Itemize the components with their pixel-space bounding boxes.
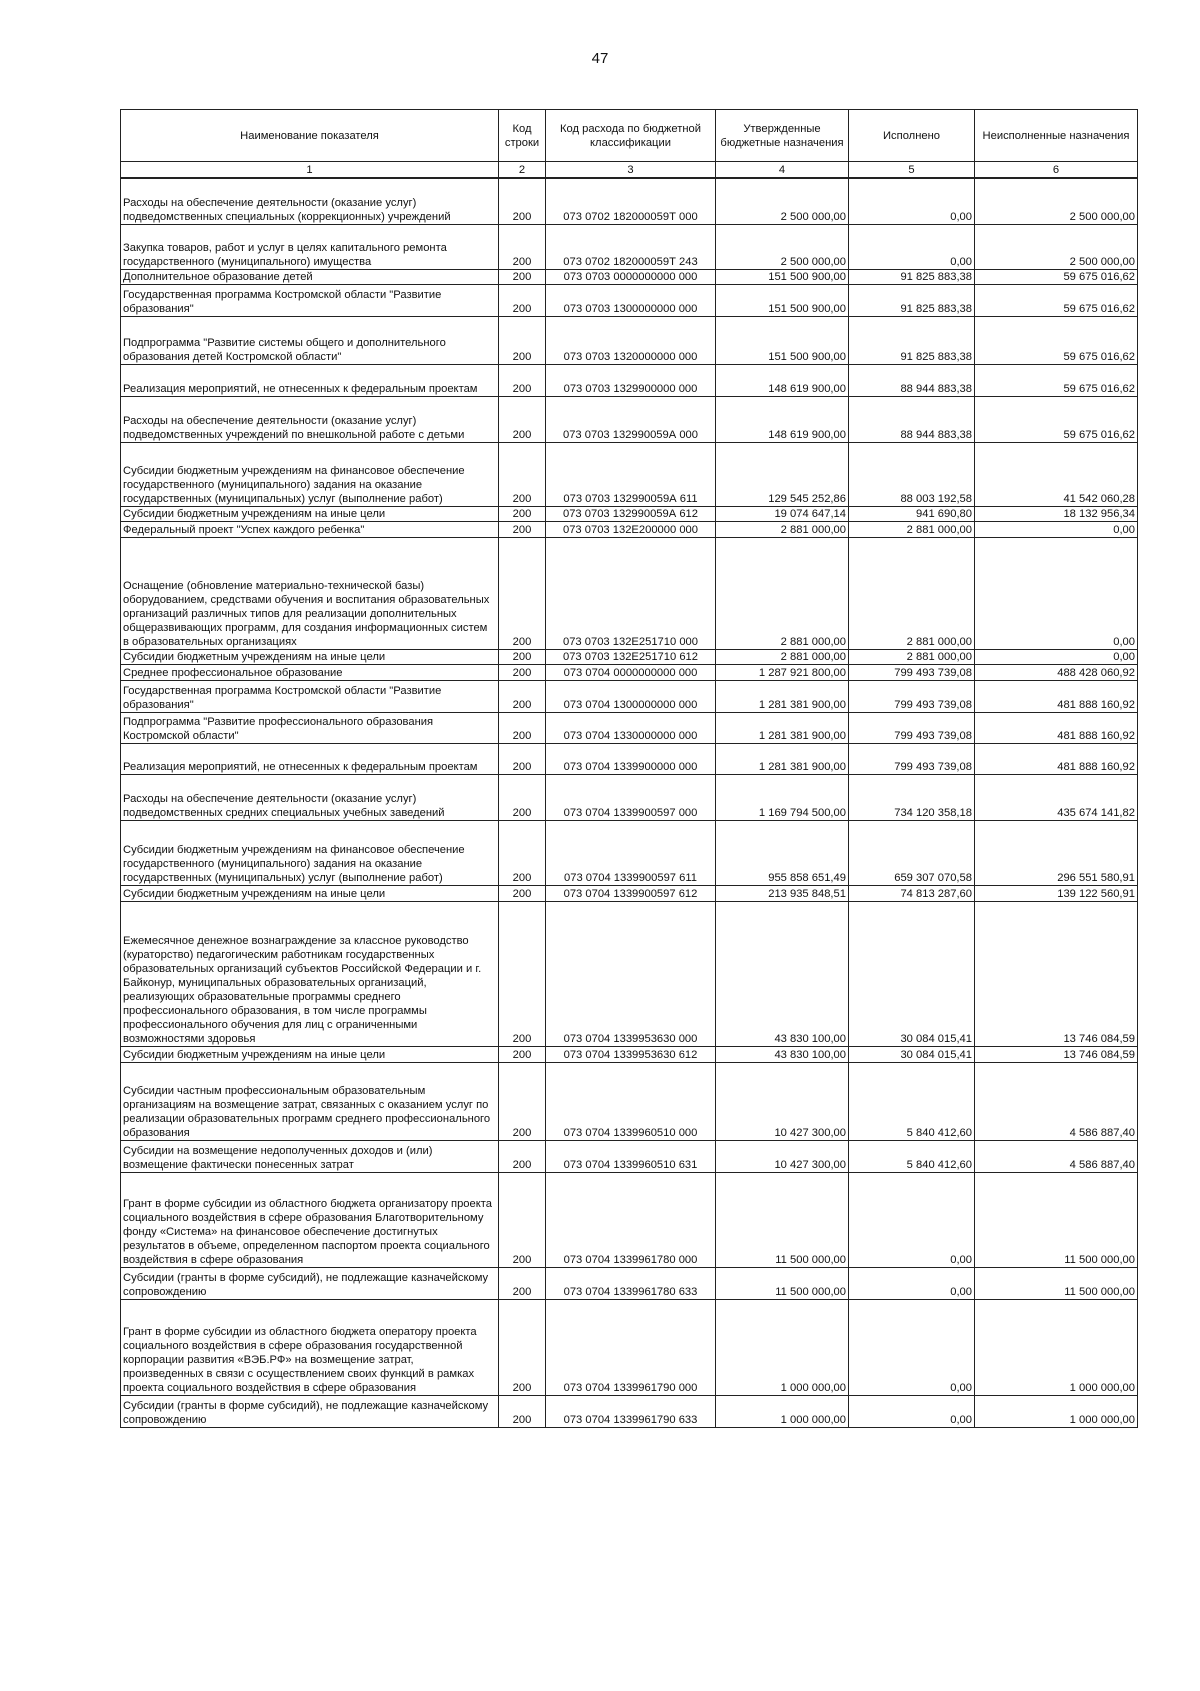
column-number: 3: [546, 162, 716, 179]
row-budget-code: 073 0704 1330000000 000: [546, 712, 716, 743]
row-name: Закупка товаров, работ и услуг в целях капитального ремонта государственного (муниципального) имущества: [121, 224, 499, 269]
row-line-code: 200: [499, 316, 546, 364]
row-name: Расходы на обеспечение деятельности (оказание услуг) подведомственных учреждений по внешкольной работе с детьми: [121, 396, 499, 442]
row-budget-code: 073 0703 1300000000 000: [546, 284, 716, 316]
table-row: [121, 649, 1138, 664]
row-executed: 30 084 015,41: [849, 1046, 975, 1062]
row-budget-code: 073 0704 1339900597 611: [546, 820, 716, 885]
row-unexecuted: 2 500 000,00: [975, 178, 1138, 224]
row-approved: 2 500 000,00: [716, 178, 849, 224]
row-executed: 91 825 883,38: [849, 316, 975, 364]
table-header-row: [121, 110, 1138, 162]
row-budget-code: 073 0703 132E251710 612: [546, 649, 716, 664]
row-approved: 129 545 252,86: [716, 442, 849, 506]
row-executed: 5 840 412,60: [849, 1140, 975, 1172]
row-line-code: 200: [499, 1267, 546, 1299]
row-budget-code: 073 0704 1339953630 612: [546, 1046, 716, 1062]
row-approved: 2 881 000,00: [716, 537, 849, 649]
row-budget-code: 073 0704 1339961790 633: [546, 1395, 716, 1427]
row-executed: 0,00: [849, 1267, 975, 1299]
row-name: Дополнительное образование детей: [121, 269, 499, 284]
row-executed: 88 944 883,38: [849, 364, 975, 396]
row-line-code: 200: [499, 521, 546, 537]
row-approved: 213 935 848,51: [716, 885, 849, 901]
row-name: Субсидии (гранты в форме субсидий), не подлежащие казначейскому сопровождению: [121, 1395, 499, 1427]
row-unexecuted: 59 675 016,62: [975, 316, 1138, 364]
row-name: Реализация мероприятий, не отнесенных к федеральным проектам: [121, 743, 499, 774]
page-number: 47: [591, 50, 609, 67]
row-budget-code: 073 0703 132990059А 000: [546, 396, 716, 442]
row-unexecuted: 59 675 016,62: [975, 284, 1138, 316]
row-line-code: 200: [499, 664, 546, 680]
row-line-code: 200: [499, 396, 546, 442]
row-unexecuted: 481 888 160,92: [975, 712, 1138, 743]
column-number: 5: [849, 162, 975, 179]
column-number: 1: [121, 162, 499, 179]
row-line-code: 200: [499, 1046, 546, 1062]
row-name: Подпрограмма "Развитие профессионального образования Костромской области": [121, 712, 499, 743]
row-approved: 11 500 000,00: [716, 1267, 849, 1299]
row-executed: 2 881 000,00: [849, 521, 975, 537]
table-row: [121, 396, 1138, 442]
row-budget-code: 073 0702 182000059Т 243: [546, 224, 716, 269]
table-row: [121, 521, 1138, 537]
row-approved: 151 500 900,00: [716, 269, 849, 284]
row-name: Ежемесячное денежное вознаграждение за классное руководство (кураторство) педагогическим работникам государственных образовательных организаций субъектов Российской Федерации и г. Байконур, муниципальных образовательных организаций, реализующих образовательные программы среднего профессионального образования, в том числе программы профессионального обучения для лиц с ограниченными возможностями здоровья: [121, 901, 499, 1046]
row-executed: 659 307 070,58: [849, 820, 975, 885]
table-row: [121, 680, 1138, 712]
row-unexecuted: 59 675 016,62: [975, 364, 1138, 396]
row-executed: 91 825 883,38: [849, 269, 975, 284]
row-budget-code: 073 0703 1329900000 000: [546, 364, 716, 396]
row-budget-code: 073 0704 1339953630 000: [546, 901, 716, 1046]
row-unexecuted: 488 428 060,92: [975, 664, 1138, 680]
row-approved: 10 427 300,00: [716, 1062, 849, 1140]
table-row: [121, 1267, 1138, 1299]
row-executed: 734 120 358,18: [849, 774, 975, 820]
row-budget-code: 073 0702 182000059Т 000: [546, 178, 716, 224]
header-line-code: Код строки: [499, 110, 546, 162]
row-budget-code: 073 0703 132990059А 611: [546, 442, 716, 506]
row-name: Субсидии бюджетным учреждениям на финансовое обеспечение государственного (муниципального) задания на оказание государственных (муниципальных) услуг (выполнение работ): [121, 820, 499, 885]
row-line-code: 200: [499, 537, 546, 649]
table-row: [121, 885, 1138, 901]
row-name: Субсидии частным профессиональным образовательным организациям на возмещение затрат, связанных с оказанием услуг по реализации образовательных программ среднего профессионального образования: [121, 1062, 499, 1140]
row-approved: 1 169 794 500,00: [716, 774, 849, 820]
table-row: [121, 537, 1138, 649]
table-row: [121, 664, 1138, 680]
row-approved: 2 881 000,00: [716, 521, 849, 537]
table-row: [121, 820, 1138, 885]
row-approved: 1 000 000,00: [716, 1299, 849, 1395]
row-name: Субсидии на возмещение недополученных доходов и (или) возмещение фактически понесенных затрат: [121, 1140, 499, 1172]
row-budget-code: 073 0704 1339900597 000: [546, 774, 716, 820]
row-approved: 151 500 900,00: [716, 284, 849, 316]
row-line-code: 200: [499, 743, 546, 774]
row-executed: 0,00: [849, 178, 975, 224]
header-unexecuted: Неисполненные назначения: [975, 110, 1138, 162]
row-executed: 88 003 192,58: [849, 442, 975, 506]
column-number: 4: [716, 162, 849, 179]
row-executed: 88 944 883,38: [849, 396, 975, 442]
row-budget-code: 073 0704 1339900000 000: [546, 743, 716, 774]
row-executed: 799 493 739,08: [849, 712, 975, 743]
table-row: [121, 774, 1138, 820]
row-budget-code: 073 0704 1339961780 633: [546, 1267, 716, 1299]
row-line-code: 200: [499, 1395, 546, 1427]
table-row: [121, 178, 1138, 224]
row-executed: 799 493 739,08: [849, 664, 975, 680]
row-unexecuted: 481 888 160,92: [975, 680, 1138, 712]
header-approved: Утвержденные бюджетные назначения: [716, 110, 849, 162]
row-unexecuted: 13 746 084,59: [975, 1046, 1138, 1062]
row-unexecuted: 11 500 000,00: [975, 1267, 1138, 1299]
table-row: [121, 442, 1138, 506]
row-line-code: 200: [499, 901, 546, 1046]
table-row: [121, 743, 1138, 774]
row-unexecuted: 481 888 160,92: [975, 743, 1138, 774]
table-row: [121, 1299, 1138, 1395]
row-line-code: 200: [499, 820, 546, 885]
header-executed: Исполнено: [849, 110, 975, 162]
row-line-code: 200: [499, 1172, 546, 1267]
row-line-code: 200: [499, 269, 546, 284]
row-unexecuted: 0,00: [975, 649, 1138, 664]
row-approved: 43 830 100,00: [716, 901, 849, 1046]
row-approved: 1 000 000,00: [716, 1395, 849, 1427]
row-name: Расходы на обеспечение деятельности (оказание услуг) подведомственных средних специальных учебных заведений: [121, 774, 499, 820]
row-name: Государственная программа Костромской области "Развитие образования": [121, 284, 499, 316]
row-name: Среднее профессиональное образование: [121, 664, 499, 680]
row-budget-code: 073 0704 0000000000 000: [546, 664, 716, 680]
column-numbers-row: [121, 162, 1138, 179]
table-row: [121, 316, 1138, 364]
row-unexecuted: 41 542 060,28: [975, 442, 1138, 506]
row-line-code: 200: [499, 885, 546, 901]
row-approved: 148 619 900,00: [716, 364, 849, 396]
row-executed: 74 813 287,60: [849, 885, 975, 901]
table-row: [121, 506, 1138, 521]
row-budget-code: 073 0703 132E251710 000: [546, 537, 716, 649]
row-unexecuted: 59 675 016,62: [975, 269, 1138, 284]
row-unexecuted: 435 674 141,82: [975, 774, 1138, 820]
table-row: [121, 1062, 1138, 1140]
row-line-code: 200: [499, 680, 546, 712]
table-row: [121, 364, 1138, 396]
row-name: Грант в форме субсидии из областного бюджета оператору проекта социального воздействия в сфере образования государственной корпорации развития «ВЭБ.РФ» на возмещение затрат, произведенных в связи с осуществлением своих функций в рамках проекта социального воздействия в сфере образования: [121, 1299, 499, 1395]
row-approved: 151 500 900,00: [716, 316, 849, 364]
row-name: Реализация мероприятий, не отнесенных к федеральным проектам: [121, 364, 499, 396]
row-name: Субсидии бюджетным учреждениям на иные цели: [121, 885, 499, 901]
row-line-code: 200: [499, 649, 546, 664]
row-approved: 955 858 651,49: [716, 820, 849, 885]
row-executed: 0,00: [849, 1299, 975, 1395]
row-name: Субсидии бюджетным учреждениям на иные цели: [121, 649, 499, 664]
row-name: Федеральный проект "Успех каждого ребенка": [121, 521, 499, 537]
row-approved: 10 427 300,00: [716, 1140, 849, 1172]
column-number: 2: [499, 162, 546, 179]
row-unexecuted: 4 586 887,40: [975, 1140, 1138, 1172]
row-line-code: 200: [499, 178, 546, 224]
row-executed: 941 690,80: [849, 506, 975, 521]
row-unexecuted: 59 675 016,62: [975, 396, 1138, 442]
column-number: 6: [975, 162, 1138, 179]
table-row: [121, 1172, 1138, 1267]
row-name: Подпрограмма "Развитие системы общего и дополнительного образования детей Костромской области": [121, 316, 499, 364]
row-unexecuted: 0,00: [975, 521, 1138, 537]
row-name: Субсидии бюджетным учреждениям на финансовое обеспечение государственного (муниципального) задания на оказание государственных (муниципальных) услуг (выполнение работ): [121, 442, 499, 506]
row-executed: 91 825 883,38: [849, 284, 975, 316]
row-line-code: 200: [499, 442, 546, 506]
row-line-code: 200: [499, 774, 546, 820]
row-approved: 1 287 921 800,00: [716, 664, 849, 680]
row-line-code: 200: [499, 506, 546, 521]
row-executed: 0,00: [849, 224, 975, 269]
row-name: Субсидии (гранты в форме субсидий), не подлежащие казначейскому сопровождению: [121, 1267, 499, 1299]
row-name: Грант в форме субсидии из областного бюджета организатору проекта социального воздействия в сфере образования Благотворительному фонду «Система» на финансовое обеспечение достигнутых результатов в объеме, определенном паспортом проекта социального воздействия в сфере образования: [121, 1172, 499, 1267]
row-approved: 2 500 000,00: [716, 224, 849, 269]
header-indicator-name: Наименование показателя: [121, 110, 499, 162]
row-unexecuted: 296 551 580,91: [975, 820, 1138, 885]
row-executed: 0,00: [849, 1172, 975, 1267]
row-executed: 30 084 015,41: [849, 901, 975, 1046]
row-name: Субсидии бюджетным учреждениям на иные цели: [121, 506, 499, 521]
row-approved: 11 500 000,00: [716, 1172, 849, 1267]
row-line-code: 200: [499, 712, 546, 743]
table-body: [121, 178, 1138, 1427]
row-approved: 19 074 647,14: [716, 506, 849, 521]
row-executed: 799 493 739,08: [849, 680, 975, 712]
row-unexecuted: 1 000 000,00: [975, 1395, 1138, 1427]
row-name: Субсидии бюджетным учреждениям на иные цели: [121, 1046, 499, 1062]
row-line-code: 200: [499, 224, 546, 269]
row-name: Государственная программа Костромской области "Развитие образования": [121, 680, 499, 712]
row-budget-code: 073 0704 1339960510 000: [546, 1062, 716, 1140]
row-line-code: 200: [499, 1062, 546, 1140]
row-approved: 1 281 381 900,00: [716, 712, 849, 743]
row-executed: 2 881 000,00: [849, 649, 975, 664]
table-row: [121, 1046, 1138, 1062]
budget-execution-table: [120, 109, 1138, 1428]
row-unexecuted: 1 000 000,00: [975, 1299, 1138, 1395]
table-row: [121, 712, 1138, 743]
row-approved: 43 830 100,00: [716, 1046, 849, 1062]
row-approved: 1 281 381 900,00: [716, 680, 849, 712]
row-unexecuted: 18 132 956,34: [975, 506, 1138, 521]
row-unexecuted: 0,00: [975, 537, 1138, 649]
row-approved: 1 281 381 900,00: [716, 743, 849, 774]
row-unexecuted: 13 746 084,59: [975, 901, 1138, 1046]
row-line-code: 200: [499, 1299, 546, 1395]
row-unexecuted: 4 586 887,40: [975, 1062, 1138, 1140]
row-unexecuted: 11 500 000,00: [975, 1172, 1138, 1267]
row-line-code: 200: [499, 364, 546, 396]
row-budget-code: 073 0704 1339900597 612: [546, 885, 716, 901]
table-row: [121, 284, 1138, 316]
row-budget-code: 073 0703 132990059А 612: [546, 506, 716, 521]
row-executed: 799 493 739,08: [849, 743, 975, 774]
table-row: [121, 901, 1138, 1046]
row-budget-code: 073 0704 1339961790 000: [546, 1299, 716, 1395]
row-budget-code: 073 0703 1320000000 000: [546, 316, 716, 364]
row-approved: 2 881 000,00: [716, 649, 849, 664]
row-budget-code: 073 0704 1300000000 000: [546, 680, 716, 712]
header-budget-code: Код расхода по бюджетной классификации: [546, 110, 716, 162]
row-executed: 2 881 000,00: [849, 537, 975, 649]
row-budget-code: 073 0704 1339960510 631: [546, 1140, 716, 1172]
row-unexecuted: 2 500 000,00: [975, 224, 1138, 269]
row-budget-code: 073 0703 132E200000 000: [546, 521, 716, 537]
row-unexecuted: 139 122 560,91: [975, 885, 1138, 901]
row-line-code: 200: [499, 1140, 546, 1172]
table-row: [121, 1140, 1138, 1172]
row-executed: 5 840 412,60: [849, 1062, 975, 1140]
row-executed: 0,00: [849, 1395, 975, 1427]
row-name: Расходы на обеспечение деятельности (оказание услуг) подведомственных специальных (коррекционных) учреждений: [121, 178, 499, 224]
table-row: [121, 269, 1138, 284]
row-name: Оснащение (обновление материально-технической базы) оборудованием, средствами обучения и воспитания образовательных организаций различных типов для реализации дополнительных общеразвивающих программ, для создания информационных систем в образовательных организациях: [121, 537, 499, 649]
row-approved: 148 619 900,00: [716, 396, 849, 442]
table-row: [121, 1395, 1138, 1427]
row-budget-code: 073 0704 1339961780 000: [546, 1172, 716, 1267]
row-line-code: 200: [499, 284, 546, 316]
row-budget-code: 073 0703 0000000000 000: [546, 269, 716, 284]
table-row: [121, 224, 1138, 269]
